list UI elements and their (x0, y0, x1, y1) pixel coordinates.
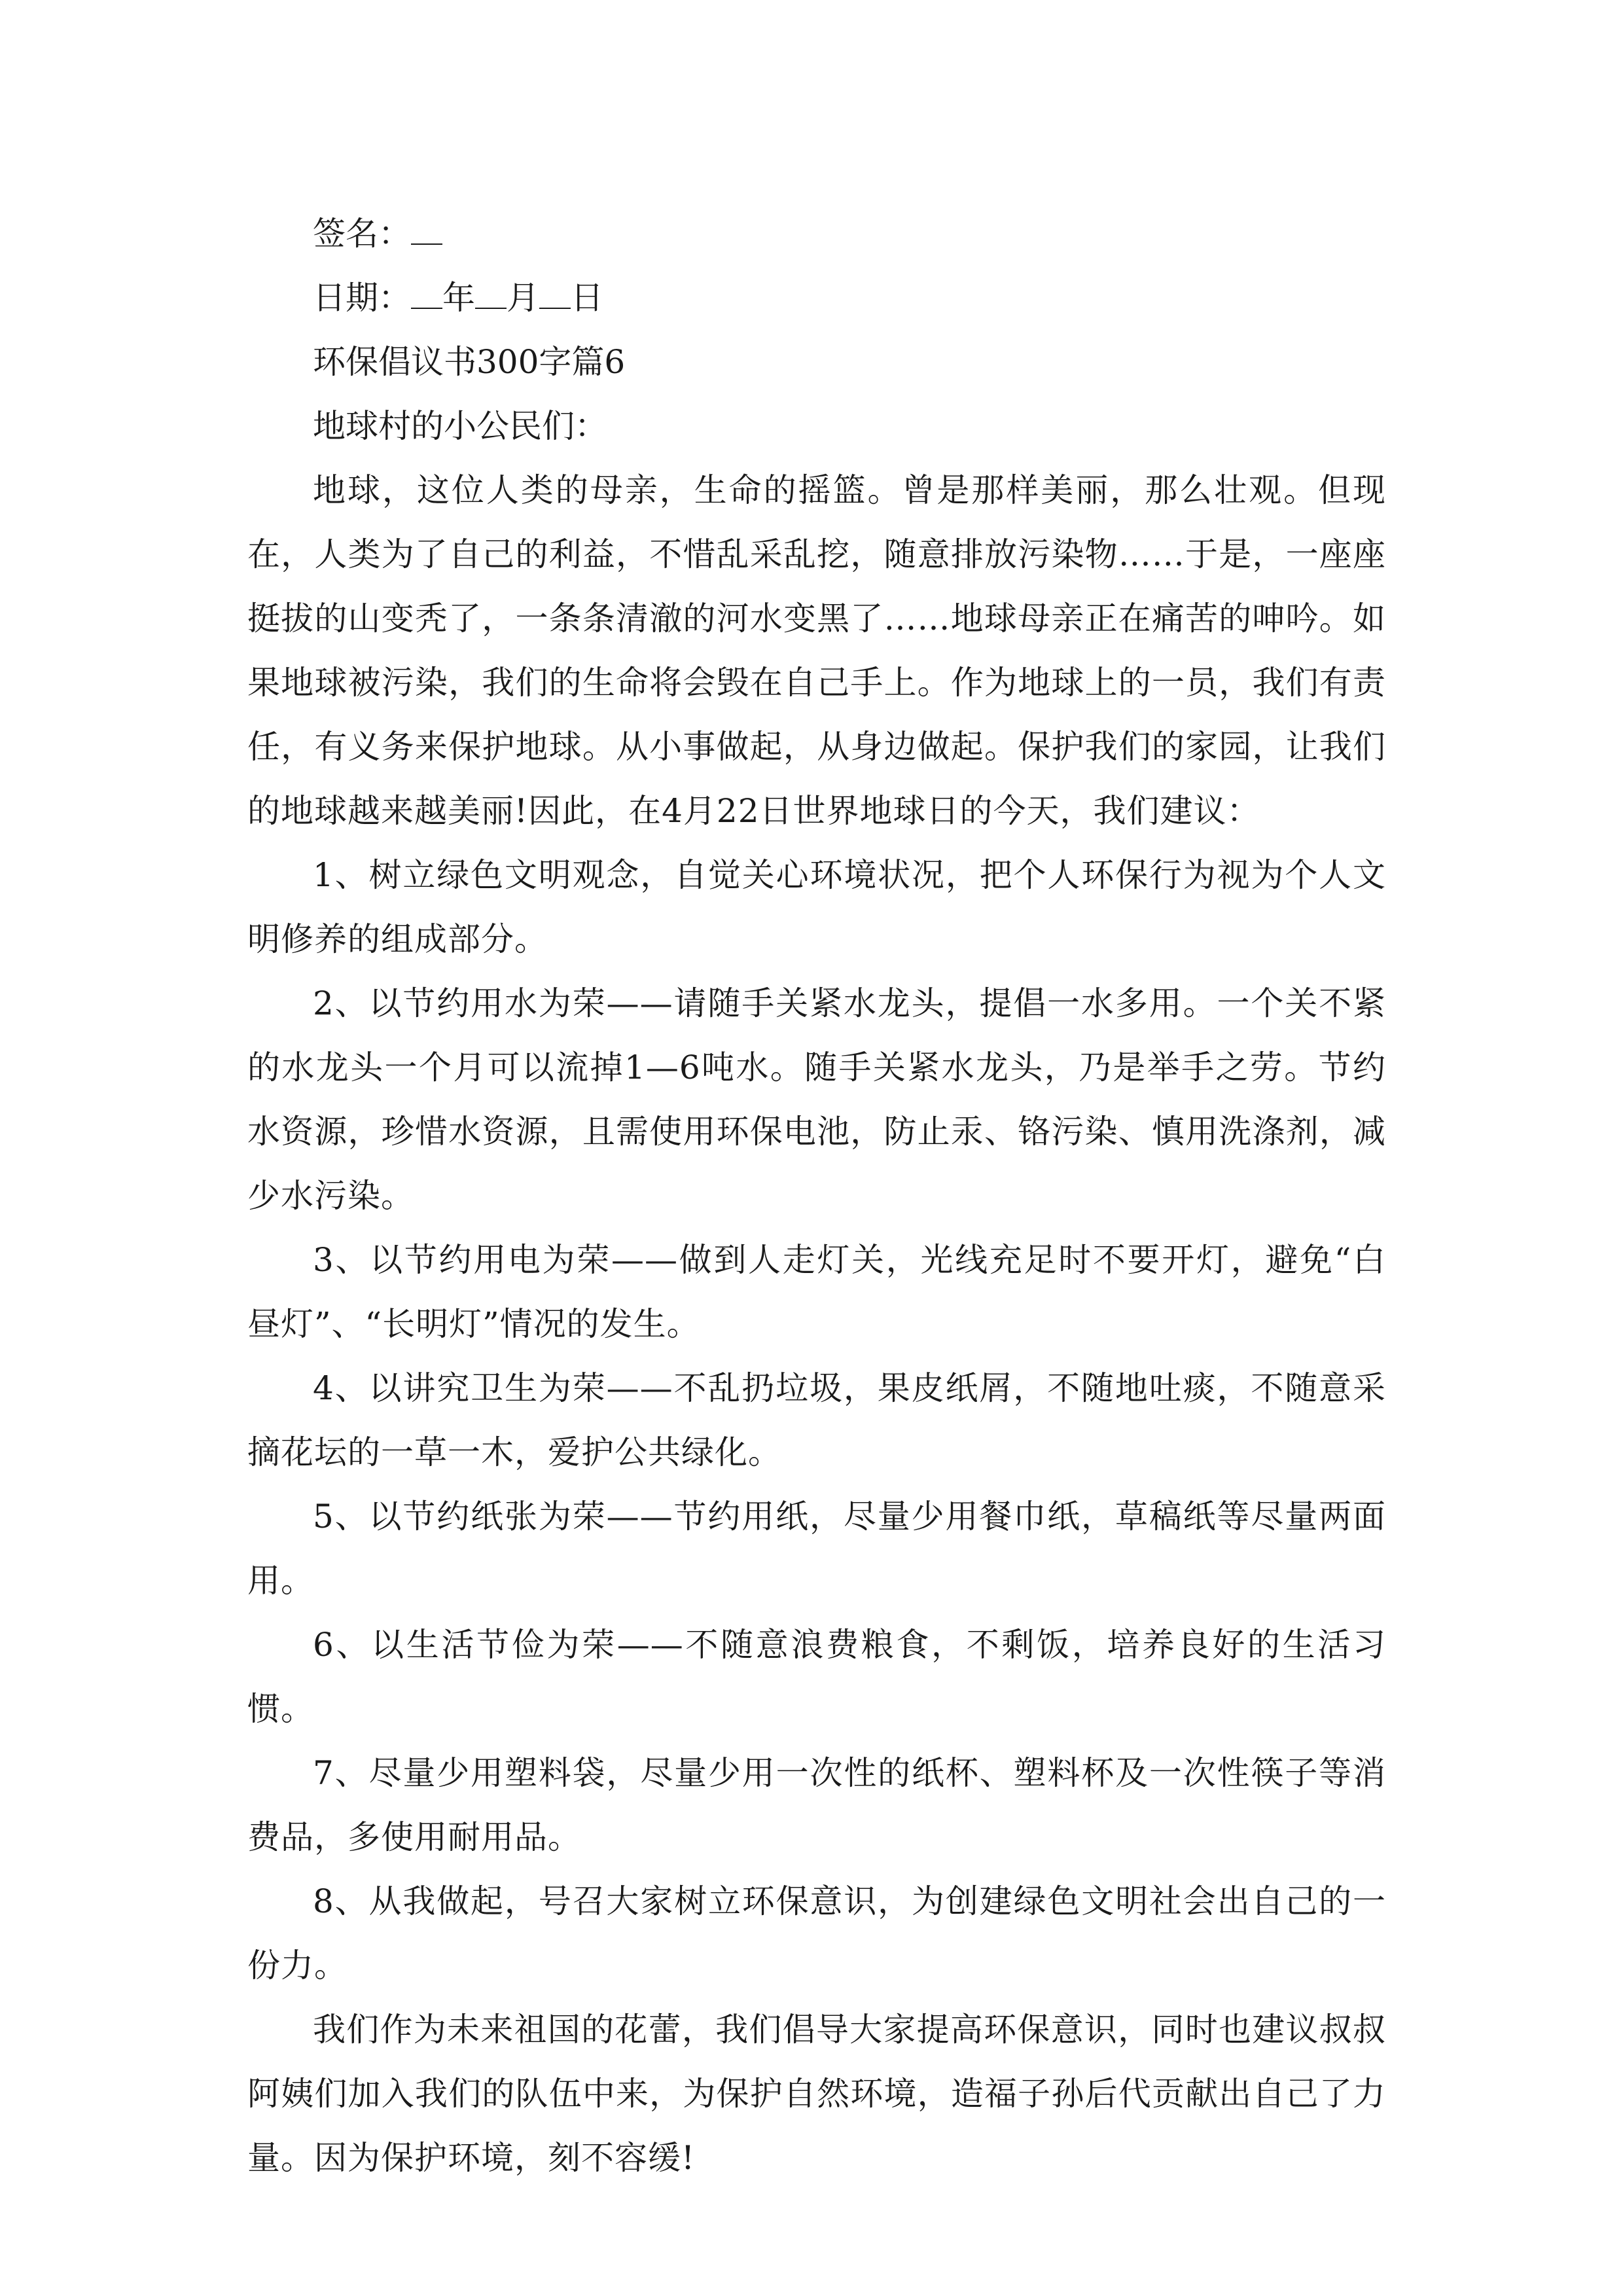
list-item: 7、尽量少用塑料袋，尽量少用一次性的纸杯、塑料杯及一次性筷子等消费品，多使用耐用品。 (247, 1754, 1386, 1856)
day-label: 日 (571, 279, 603, 317)
signature-label: 签名： (313, 215, 411, 253)
year-label: 年 (442, 279, 475, 317)
list-item: 1、树立绿色文明观念，自觉关心环境状况，把个人环保行为视为个人文明修养的组成部分。 (247, 856, 1386, 958)
list-item: 5、以节约纸张为荣——节约用纸，尽量少用餐巾纸，草稿纸等尽量两面用。 (247, 1498, 1386, 1600)
list-item: 4、以讲究卫生为荣——不乱扔垃圾，果皮纸屑，不随地吐痰，不随意采摘花坛的一草一木，爱护公共绿化。 (247, 1369, 1386, 1471)
document-body (247, 202, 1386, 2190)
month-blank (475, 281, 507, 309)
salutation: 地球村的小公民们： (313, 407, 607, 445)
signature-blank (411, 217, 442, 245)
date-label: 日期： (313, 279, 411, 317)
intro-paragraph: 地球，这位人类的母亲，生命的摇篮。曾是那样美丽，那么壮观。但现在，人类为了自己的利益，不惜乱采乱挖，随意排放污染物……于是，一座座挺拔的山变秃了，一条条清澈的河水变黑了……地球母亲正在痛苦的呻吟。如果地球被污染，我们的生命将会毁在自己手上。作为地球上的一员，我们有责任，有义务来保护地球。从小事做起，从身边做起。保护我们的家园，让我们的地球越来越美丽!因此，在4月22日世界地球日的今天，我们建议： (247, 471, 1386, 830)
section-title: 环保倡议书300字篇6 (313, 343, 626, 381)
list-item: 3、以节约用电为荣——做到人走灯关，光线充足时不要开灯，避免“白昼灯”、“长明灯”情况的发生。 (247, 1241, 1386, 1343)
month-label: 月 (507, 279, 539, 317)
list-item: 2、以节约用水为荣——请随手关紧水龙头，提倡一水多用。一个关不紧的水龙头一个月可以流掉1—6吨水。随手关紧水龙头，乃是举手之劳。节约水资源，珍惜水资源，且需使用环保电池，防止汞、铬污染、慎用洗涤剂，减少水污染。 (247, 984, 1386, 1215)
closing-paragraph: 我们作为未来祖国的花蕾，我们倡导大家提高环保意识，同时也建议叔叔阿姨们加入我们的队伍中来，为保护自然环境，造福子孙后代贡献出自己了力量。因为保护环境，刻不容缓! (247, 2011, 1386, 2177)
day-blank (539, 281, 571, 309)
signature-line (247, 202, 1386, 266)
list-item: 6、以生活节俭为荣——不随意浪费粮食，不剩饭，培养良好的生活习惯。 (247, 1626, 1386, 1728)
date-line (247, 266, 1386, 330)
list-item: 8、从我做起，号召大家树立环保意识，为创建绿色文明社会出自己的一份力。 (247, 1882, 1386, 1984)
year-blank (411, 281, 442, 309)
